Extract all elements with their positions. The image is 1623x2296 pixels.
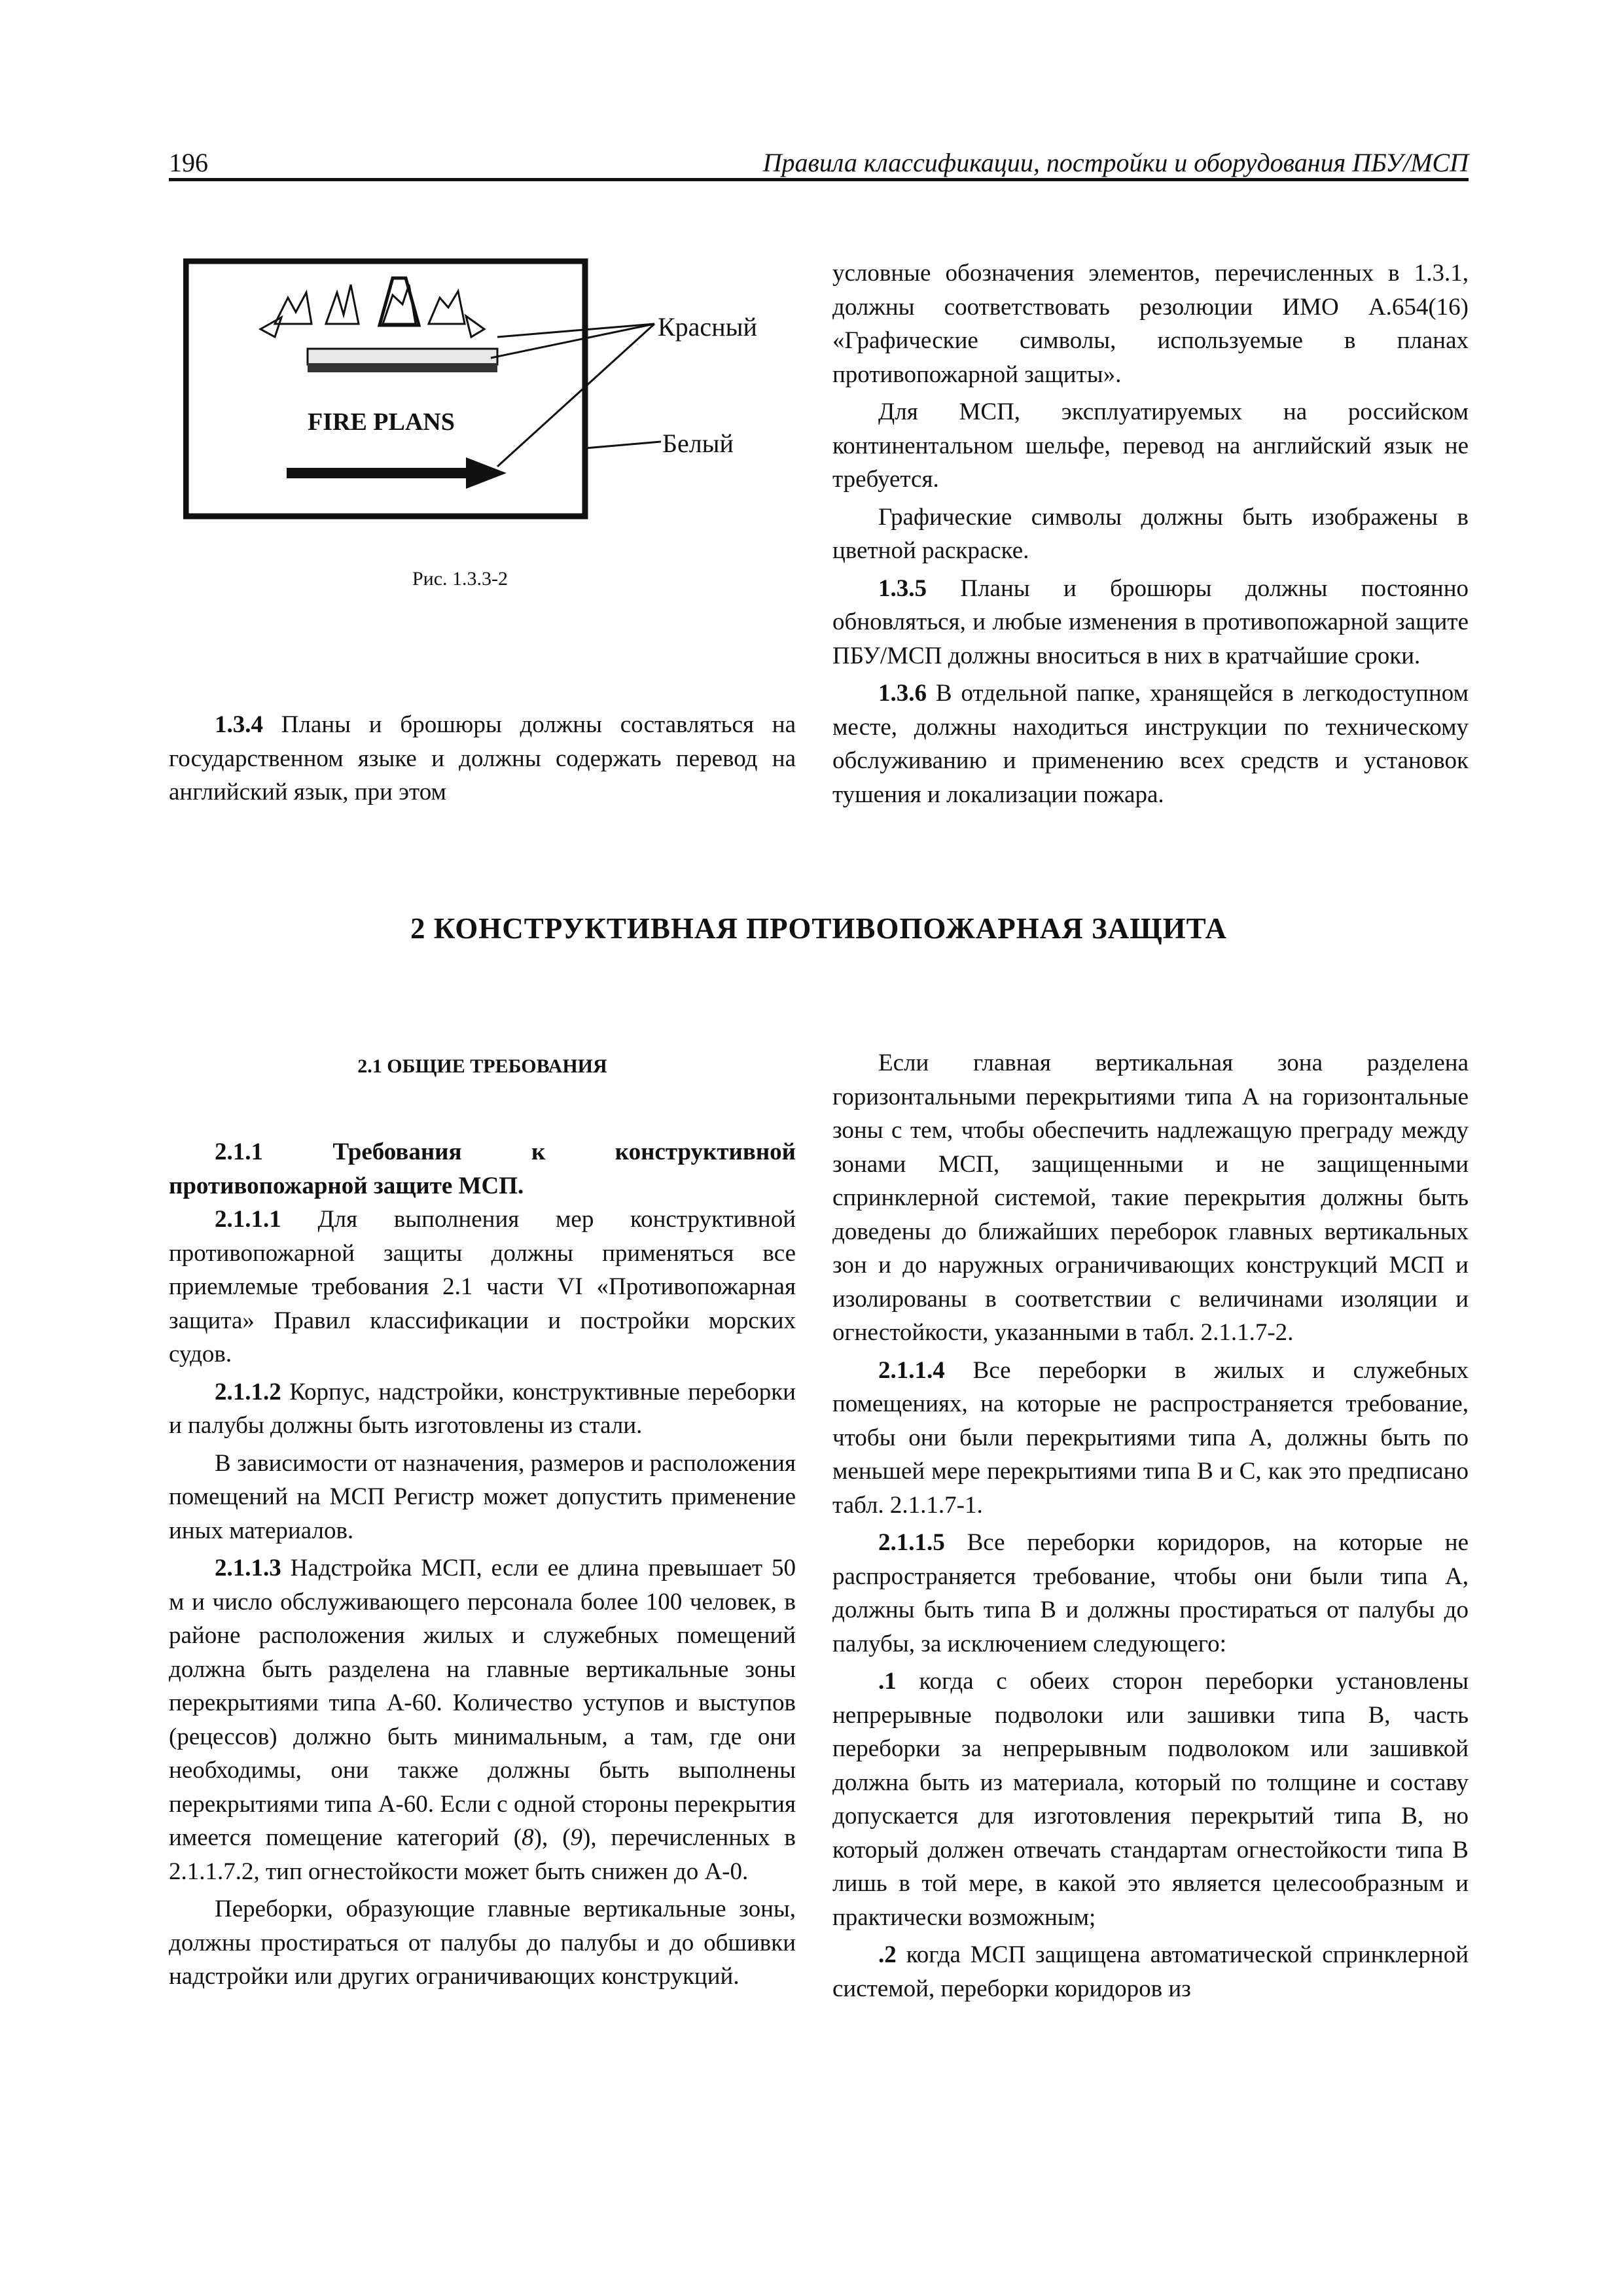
paragraph-1-3-6: 1.3.6 В отдельной папке, хранящейся в легкодоступном месте, должны находиться инструкции по техническому обслуживанию и применению всех средств и установок тушения и локализации пожара. <box>832 680 1469 808</box>
paragraph-graphic-symbols: Графические символы должны быть изображены в цветной раскраске. <box>832 503 1469 564</box>
leader-line-plate <box>491 324 654 358</box>
heading-2-1-1: 2.1.1 Требования к конструктивной противопожарной защите МСП. <box>169 1139 796 1199</box>
paragraph-2-1-1-5: 2.1.1.5 Все переборки коридоров, на которые не распространяется требование, чтобы они были типа А, должны быть типа В и должны простираться от палубы до палубы, за исключением следующего: <box>832 1529 1469 1657</box>
fire-plans-sign-illustration <box>183 258 759 533</box>
label-white: Белый <box>662 429 734 458</box>
header-rule <box>169 178 1469 181</box>
paragraph-2-1-1-3: 2.1.1.3 Надстройка МСП, если ее длина превышает 50 м и число обслуживающего персонала более 100 человек, в районе расположения жилых и служебных помещений должна быть разделена на главные вертикальные зоны перекрытиями типа А-60. Количество уступов и выступов (рецессов) должно быть минимальным, а там, где они необходимы, они также должны быть выполнены перекрытиями типа А-60. Если с одной стороны перекрытия имеется помещение категорий (8), (9), перечисленных в 2.1.1.7.2, тип огнестойкости может быть снижен до А-0. <box>169 1555 796 1885</box>
paragraph-vertical-zones: Переборки, образующие главные вертикальные зоны, должны простираться от палубы до палубы и до обшивки надстройки или других ограничивающих конструкций. <box>169 1896 796 1990</box>
arrow-shaft <box>287 468 470 478</box>
right-column-top <box>832 256 1469 811</box>
paragraph-horizontal-zones: Если главная вертикальная зона разделена горизонтальными перекрытиями типа А на горизонтальные зоны с тем, чтобы обеспечить надлежащую преграду между зонами МСП, защищенными и не защищенными спринклерной системой, такие перекрытия должны быть доведены до ближайших переборок главных вертикальных зон и до наружных ограничивающих конструкций МСП и изолированы в соответствии с величинами изоляции и огнестойкости, указанными в табл. 2.1.1.7-2. <box>832 1050 1469 1346</box>
right-column-bottom <box>832 1046 1469 2005</box>
list-item-1: .1 когда с обеих сторон переборки установлены непрерывные подволоки или зашивки типа В, часть переборки за непрерывным подволоком или зашивкой должна быть из материала, который по толщине и составу допускается для изготовления перекрытий типа В, но который должен отвечать стандартам огнестойкости типа В лишь в той мере, в какой это является целесообразным и практически возможным; <box>832 1668 1469 1931</box>
page-number: 196 <box>169 148 208 177</box>
fire-plans-text: FIRE PLANS <box>308 408 455 436</box>
plate-top <box>308 349 497 364</box>
leader-line-white <box>585 442 661 448</box>
left-column-bottom <box>169 1135 796 1994</box>
paragraph-1-3-5: 1.3.5 Планы и брошюры должны постоянно обновляться, и любые изменения в противопожарной защите ПБУ/МСП должны вноситься в них в кратчайшие сроки. <box>832 574 1469 669</box>
plate-bottom <box>308 363 497 372</box>
figure-fire-plans-sign <box>183 258 759 533</box>
paragraph-translation-note: Для МСП, эксплуатируемых на российском континентальном шельфе, перевод на английский язык не требуется. <box>832 398 1469 493</box>
paragraph-1-3-4: 1.3.4 Планы и брошюры должны составляться на государственном языке и должны содержать перевод на английский язык, при этом <box>169 711 796 805</box>
subsection-title: 2.1 ОБЩИЕ ТРЕБОВАНИЯ <box>357 1055 607 1077</box>
flame-icon <box>260 278 484 337</box>
paragraph-2-1-1-2: 2.1.1.2 Корпус, надстройки, конструктивные переборки и палубы должны быть изготовлены из стали. <box>169 1378 796 1439</box>
leader-line-flame <box>497 324 654 337</box>
page-header <box>169 145 1469 181</box>
running-title: Правила классификации, постройки и оборудования ПБУ/МСП <box>762 148 1469 177</box>
label-red: Красный <box>658 312 757 342</box>
arrow-icon <box>466 457 507 489</box>
paragraph-2-1-1-4: 2.1.1.4 Все переборки в жилых и служебных помещениях, на которые не распространяется требование, чтобы они были перекрытиями типа А, должны быть по меньшей мере перекрытиями типа В и С, как это предписано табл. 2.1.1.7-1. <box>832 1356 1469 1519</box>
section-title: 2 КОНСТРУКТИВНАЯ ПРОТИВОПОЖАРНАЯ ЗАЩИТА <box>410 912 1227 945</box>
list-item-2: .2 когда МСП защищена автоматической спринклерной системой, переборки коридоров из <box>832 1941 1469 2002</box>
paragraph-2-1-1-1: 2.1.1.1 Для выполнения мер конструктивной противопожарной защиты должны применяться все приемлемые требования 2.1 части VI «Противопожарная защита» Правил классификации и постройки морских судов. <box>169 1206 796 1368</box>
figure-caption: Рис. 1.3.3-2 <box>412 568 508 590</box>
paragraph-materials: В зависимости от назначения, размеров и расположения помещений на МСП Регистр может допустить применение иных материалов. <box>169 1449 796 1544</box>
left-column-top <box>169 708 796 809</box>
paragraph-continuation: условные обозначения элементов, перечисленных в 1.3.1, должны соответствовать резолюции ИМО А.654(16) «Графические символы, используемые в планах противопожарной защиты». <box>832 260 1469 388</box>
